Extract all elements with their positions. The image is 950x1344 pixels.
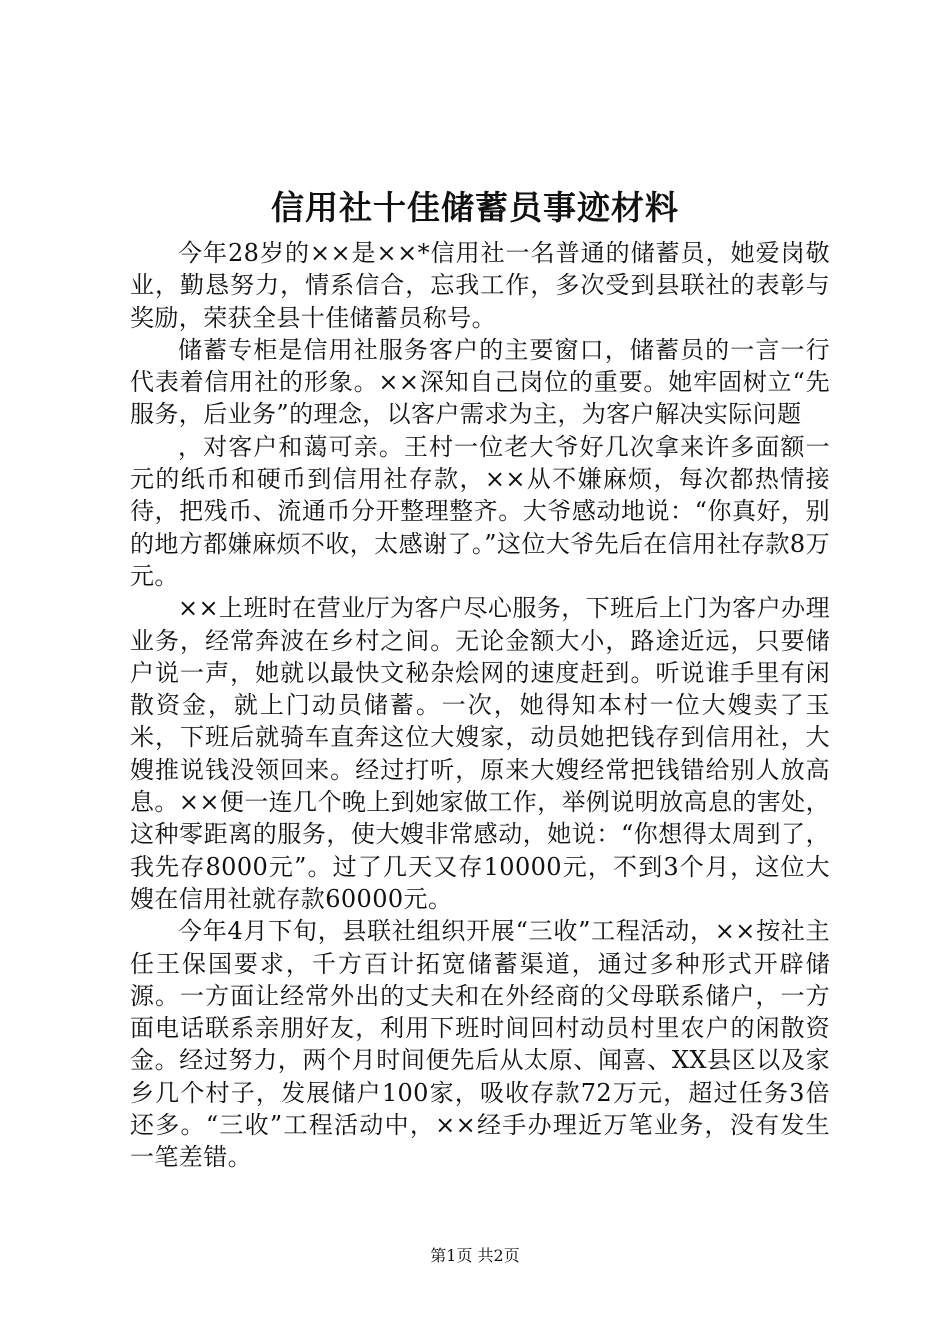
document-body [130,237,830,1174]
paragraph-4: ××上班时在营业厅为客户尽心服务，下班后上门为客户办理业务，经常奔波在乡村之间。无论金额大小，路途近远，只要储户说一声，她就以最快文秘杂烩网的速度赶到。听说谁手里有闲散资金，就上门动员储蓄。一次，她得知本村一位大嫂卖了玉米，下班后就骑车直奔这位大嫂家，动员她把钱存到信用社，大嫂推说钱没领回来。经过打听，原来大嫂经常把钱错给别人放高息。××便一连几个晚上到她家做工作，举例说明放高息的害处，这种零距离的服务，使大嫂非常感动，她说：“你想得太周到了，我先存8000元”。过了几天又存10000元，不到3个月，这位大嫂在信用社就存款60000元。 [130,594,830,913]
document-title: 信用社十佳储蓄员事迹材料 [271,188,679,227]
paragraph-1: 今年28岁的××是××*信用社一名普通的储蓄员，她爱岗敬业，勤恳努力，情系信合，忘我工作，多次受到县联社的表彰与奖励，荣获全县十佳储蓄员称号。 [130,239,830,332]
page-number-footer: 第1页 共2页 [430,1246,520,1265]
paragraph-5: 今年4月下旬，县联社组织开展“三收”工程活动，××按社主任王保国要求，千方百计拓宽储蓄渠道，通过多种形式开辟储源。一方面让经常外出的丈夫和在外经商的父母联系储户，一方面电话联系亲朋好友，利用下班时间回村动员村里农户的闲散资金。经过努力，两个月时间便先后从太原、闻喜、XX县区以及家乡几个村子，发展储户100家，吸收存款72万元，超过任务3倍还多。“三收”工程活动中，××经手办理近万笔业务，没有发生一笔差错。 [130,917,830,1172]
paragraph-3: ，对客户和蔼可亲。王村一位老大爷好几次拿来许多面额一元的纸币和硬币到信用社存款，××从不嫌麻烦，每次都热情接待，把残币、流通币分开整理整齐。大爷感动地说：“你真好，别的地方都嫌麻烦不收，太感谢了。”这位大爷先后在信用社存款8万元。 [130,432,830,590]
paragraph-2: 储蓄专柜是信用社服务客户的主要窗口，储蓄员的一言一行代表着信用社的形象。××深知自己岗位的重要。她牢固树立“先服务，后业务”的理念，以客户需求为主，为客户解决实际问题 [130,335,830,429]
